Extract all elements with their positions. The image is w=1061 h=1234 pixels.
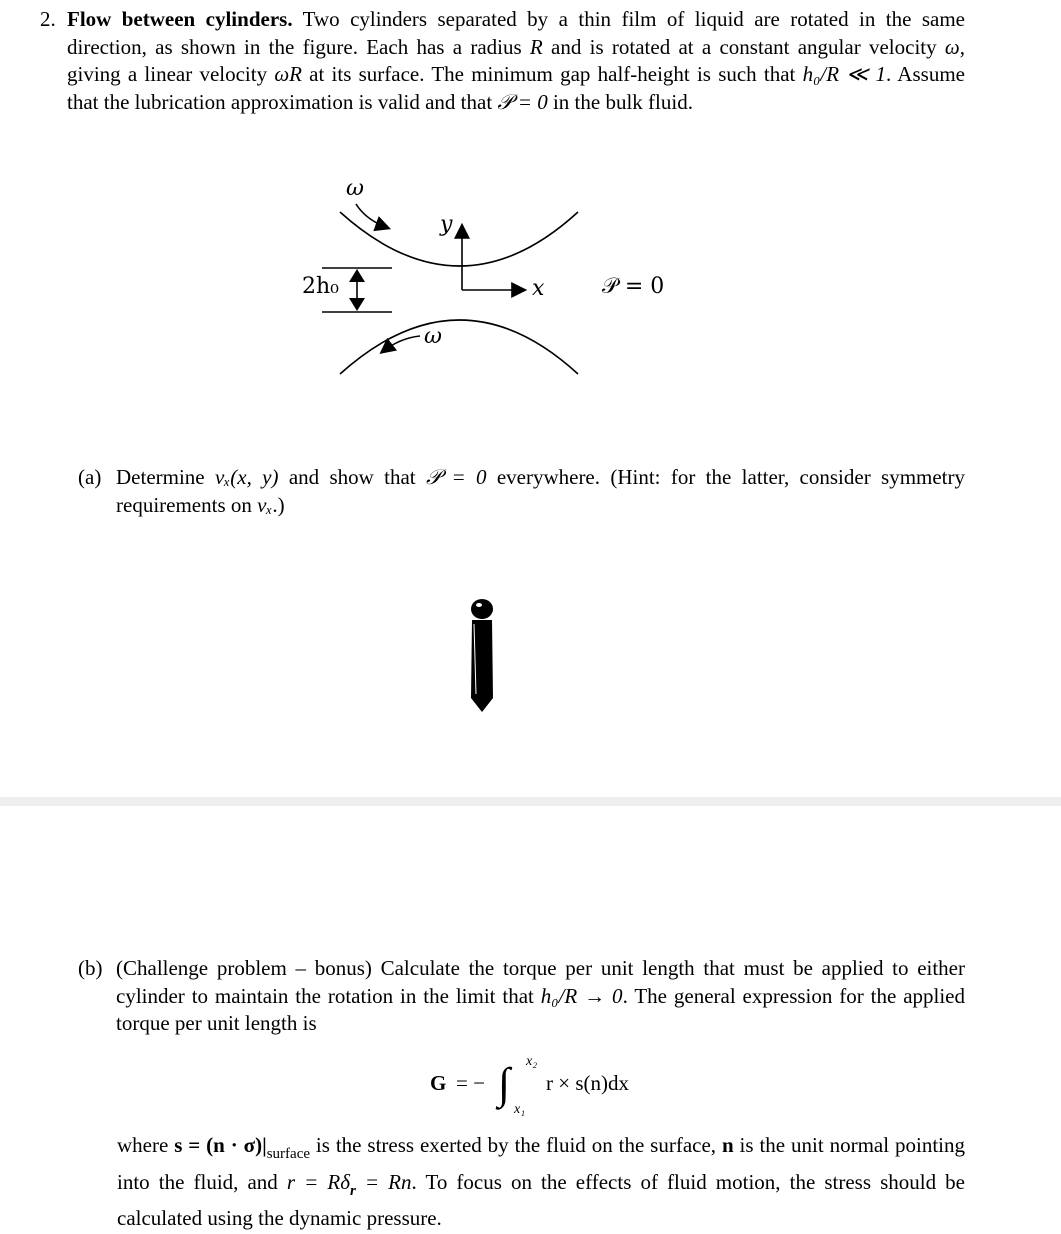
pressure-label: 𝒫 = 0 [602,274,665,299]
top-cylinder-arc [340,212,578,266]
problem-number: 2. [40,7,56,31]
info-marker-icon [466,598,498,714]
gap-arrow-down [349,298,365,311]
x-axis-label: x [532,276,545,301]
integral-lower-limit: x₁ [514,1102,526,1117]
problem-statement: 2. Flow between cylinders. Two cylinders separated by a thin film of liquid are rotated in the same direction, as shown in the figure. Each has a radius R and is rotated at a constant angular velocity ω, giving a linear velocity ωR at its surface. The minimum gap half-height is such that h₀/R ≪ 1. Assume that the lubrication approximation is valid and that 𝒫 = 0 in the bulk fluid. [40,7,965,114]
y-axis-label: y [440,212,453,237]
where-paragraph: where $s = (n \cdot \sigma)|_{surface}$ is the stress exerted by the fluid on the surface, n is the unit normal pointing into the fluid, and $r = R\delta_r = Rn$. To focus on the effects of fluid motion, the stress should be calculated using the dynamic pressure. [117,1133,966,1230]
integrand: r × s(n)dx [546,1071,629,1095]
equation-G: G [430,1071,447,1095]
bottom-rotation-arrow [382,336,420,352]
part-b-label: (b) [78,956,103,980]
cylinders-figure [290,170,690,385]
gap-label: 2h₀ [302,274,339,299]
gap-arrow-up [349,269,365,282]
torque-equation [430,1052,690,1118]
integral-upper-limit: x₂ [526,1054,538,1069]
problem-title: Flow between cylinders. [67,7,293,31]
omega-top-label: ω [346,176,364,201]
top-rotation-arrow [356,204,388,228]
omega-bottom-label: ω [424,324,442,349]
part-a-label: (a) [78,465,102,489]
part-a: (a) Determine vₓ(x, y) and show that 𝒫 = 0 everywhere. (Hint: for the latter, consider symmetry requirements on vₓ.) [78,465,966,517]
integral-sign: ∫ [498,1059,511,1108]
equation-equals: = − [456,1071,485,1095]
bottom-cylinder-arc [340,320,578,374]
page-separator [0,797,1061,806]
part-b: (b) (Challenge problem – bonus) Calculate the torque per unit length that must be applied to either cylinder to maintain the rotation in the limit that h₀/R → 0. The general expression for the applied torque per unit length is [78,956,966,1035]
